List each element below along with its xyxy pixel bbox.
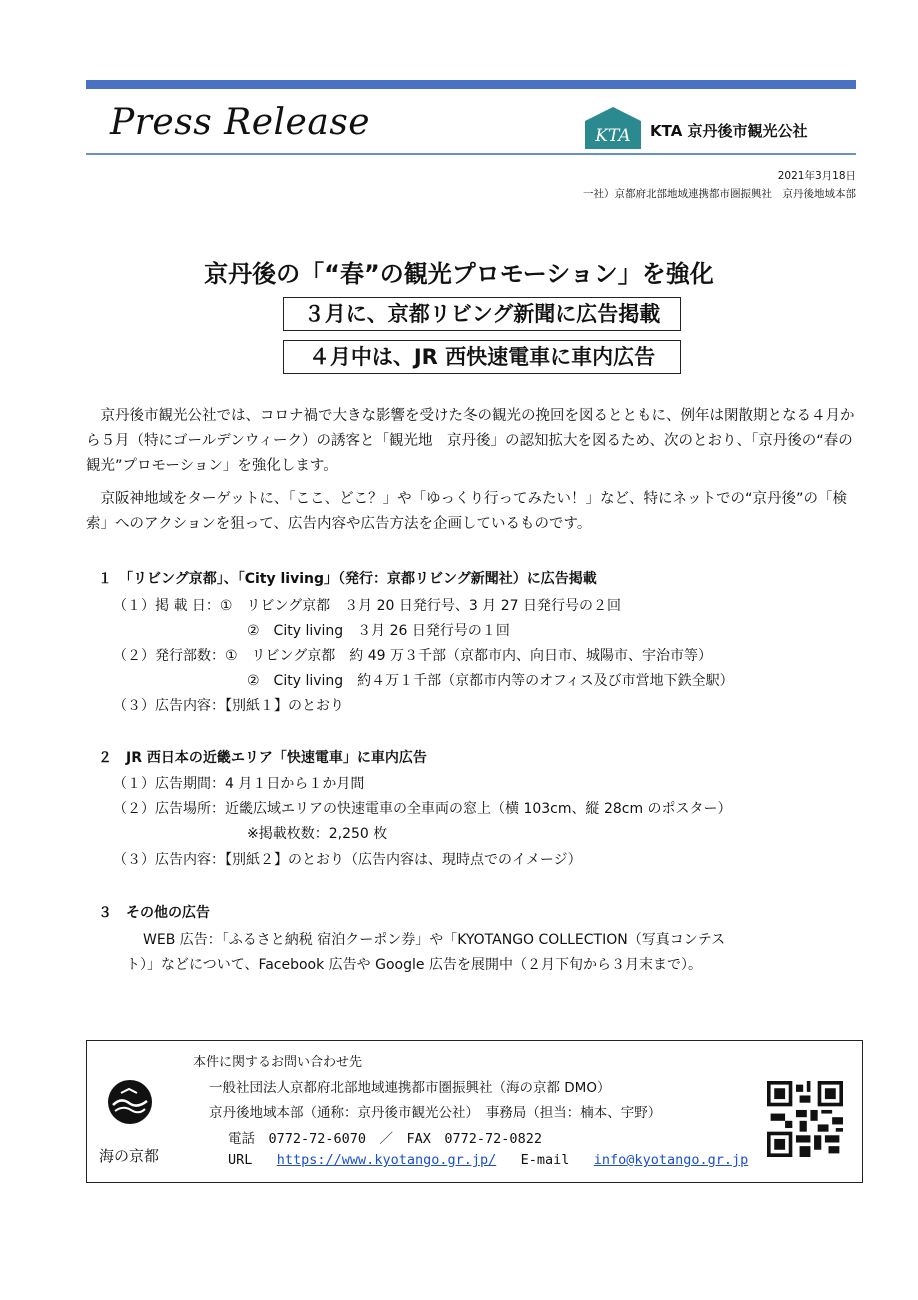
contact-dept: 京丹後地域本部（通称：京丹後市観光公社） 事務局（担当：楠本、宇野） [209, 1105, 662, 1121]
kta-logo-icon [583, 105, 643, 149]
section-1-heading: １ 「リビング京都」、「City living」（発行：京都リビング新聞社）に広告掲載 [98, 571, 597, 587]
umi-no-kyoto-logo-icon [107, 1079, 153, 1125]
contact-org: 一般社団法人京都府北部地域連携都市圏振興社（海の京都 DMO） [209, 1080, 611, 1096]
section-1-line-1: （１）掲 載 日：① リビング京都 ３月 20 日発行号、3 月 27 日発行号の２回 [113, 598, 621, 614]
section-1-line-2: ② City living ３月 26 日発行号の１回 [247, 623, 510, 639]
contact-box [86, 1040, 863, 1183]
main-title: 京丹後の「“春”の観光プロモーション」を強化 [204, 260, 714, 288]
intro-paragraph-2: 京阪神地域をターゲットに、「ここ、どこ？」や「ゆっくり行ってみたい！」など、特にネットでの“京丹後”の「検索」へのアクションを狙って、広告内容や広告方法を企画しているものです。 [86, 491, 848, 532]
section-2-heading: ２ JR 西日本の近畿エリア「快速電車」に車内広告 [98, 750, 427, 766]
section-1-line-5: （３）広告内容：【別紙１】のとおり [113, 698, 344, 714]
qr-code-icon[interactable] [767, 1081, 843, 1157]
section-1-line-4: ② City living 約４万１千部（京都市内等のオフィス及び市営地下鉄全駅） [247, 673, 734, 689]
contact-heading: 本件に関するお問い合わせ先 [193, 1055, 363, 1070]
email-label: E-mail [520, 1152, 570, 1168]
section-1-line-3: （２）発行部数：① リビング京都 約 49 万３千部（京都市内、向日市、城陽市、宇治市等） [113, 648, 712, 664]
subtitle-box-1: ３月に、京都リビング新聞に広告掲載 [283, 297, 681, 331]
issuer-line: 一社）京都府北部地域連携都市圏振興社 京丹後地域本部 [583, 188, 856, 200]
kta-logo-letters: KTA [595, 126, 631, 146]
section-2-line-1: （１）広告期間：4 月１日から１か月間 [113, 776, 365, 792]
section-3-line-1: WEB 広告：「ふるさと納税 宿泊クーポン券」や「KYOTANGO COLLECTION（写真コンテス [143, 932, 726, 948]
url-label: URL [228, 1152, 253, 1168]
intro-paragraph-1: 京丹後市観光公社では、コロナ禍で大きな影響を受けた冬の観光の挽回を図るとともに、例年は閑散期となる４月から５月（特にゴールデンウィーク）の誘客と「観光地 京丹後」の認知拡大を図るため、次のとおり、「京丹後の“春の観光”プロモーション」を強化します。 [86, 408, 855, 474]
section-2-line-3: ※掲載枚数：2,250 枚 [247, 826, 388, 842]
subtitle-box-2: ４月中は、JR 西快速電車に車内広告 [283, 340, 681, 374]
header-rule [86, 153, 856, 155]
website-link[interactable]: https://www.kyotango.gr.jp/ [276, 1152, 497, 1168]
contact-phone-fax: 電話 0772-72-6070 ／ FAX 0772-72-0822 [228, 1131, 542, 1147]
email-link[interactable]: info@kyotango.gr.jp [593, 1152, 749, 1168]
umi-no-kyoto-caption: 海の京都 [99, 1147, 160, 1165]
header-top-bar [86, 80, 856, 89]
section-3-line-2: ト）」などについて、Facebook 広告や Google 広告を展開中（２月下旬から３月末まで）。 [126, 957, 702, 973]
press-release-headline: Press Release [110, 102, 371, 143]
section-2-line-4: （３）広告内容：【別紙２】のとおり（広告内容は、現時点でのイメージ） [113, 852, 582, 868]
section-3-heading: ３ その他の広告 [98, 905, 210, 921]
org-logo-text: KTA 京丹後市観光公社 [650, 122, 808, 140]
contact-url-row [228, 1152, 748, 1168]
section-2-line-2: （２）広告場所：近畿広域エリアの快速電車の全車両の窓上（横 103cm、縦 28cm のポスター） [113, 801, 732, 817]
release-date: 2021年3月18日 [777, 170, 856, 182]
